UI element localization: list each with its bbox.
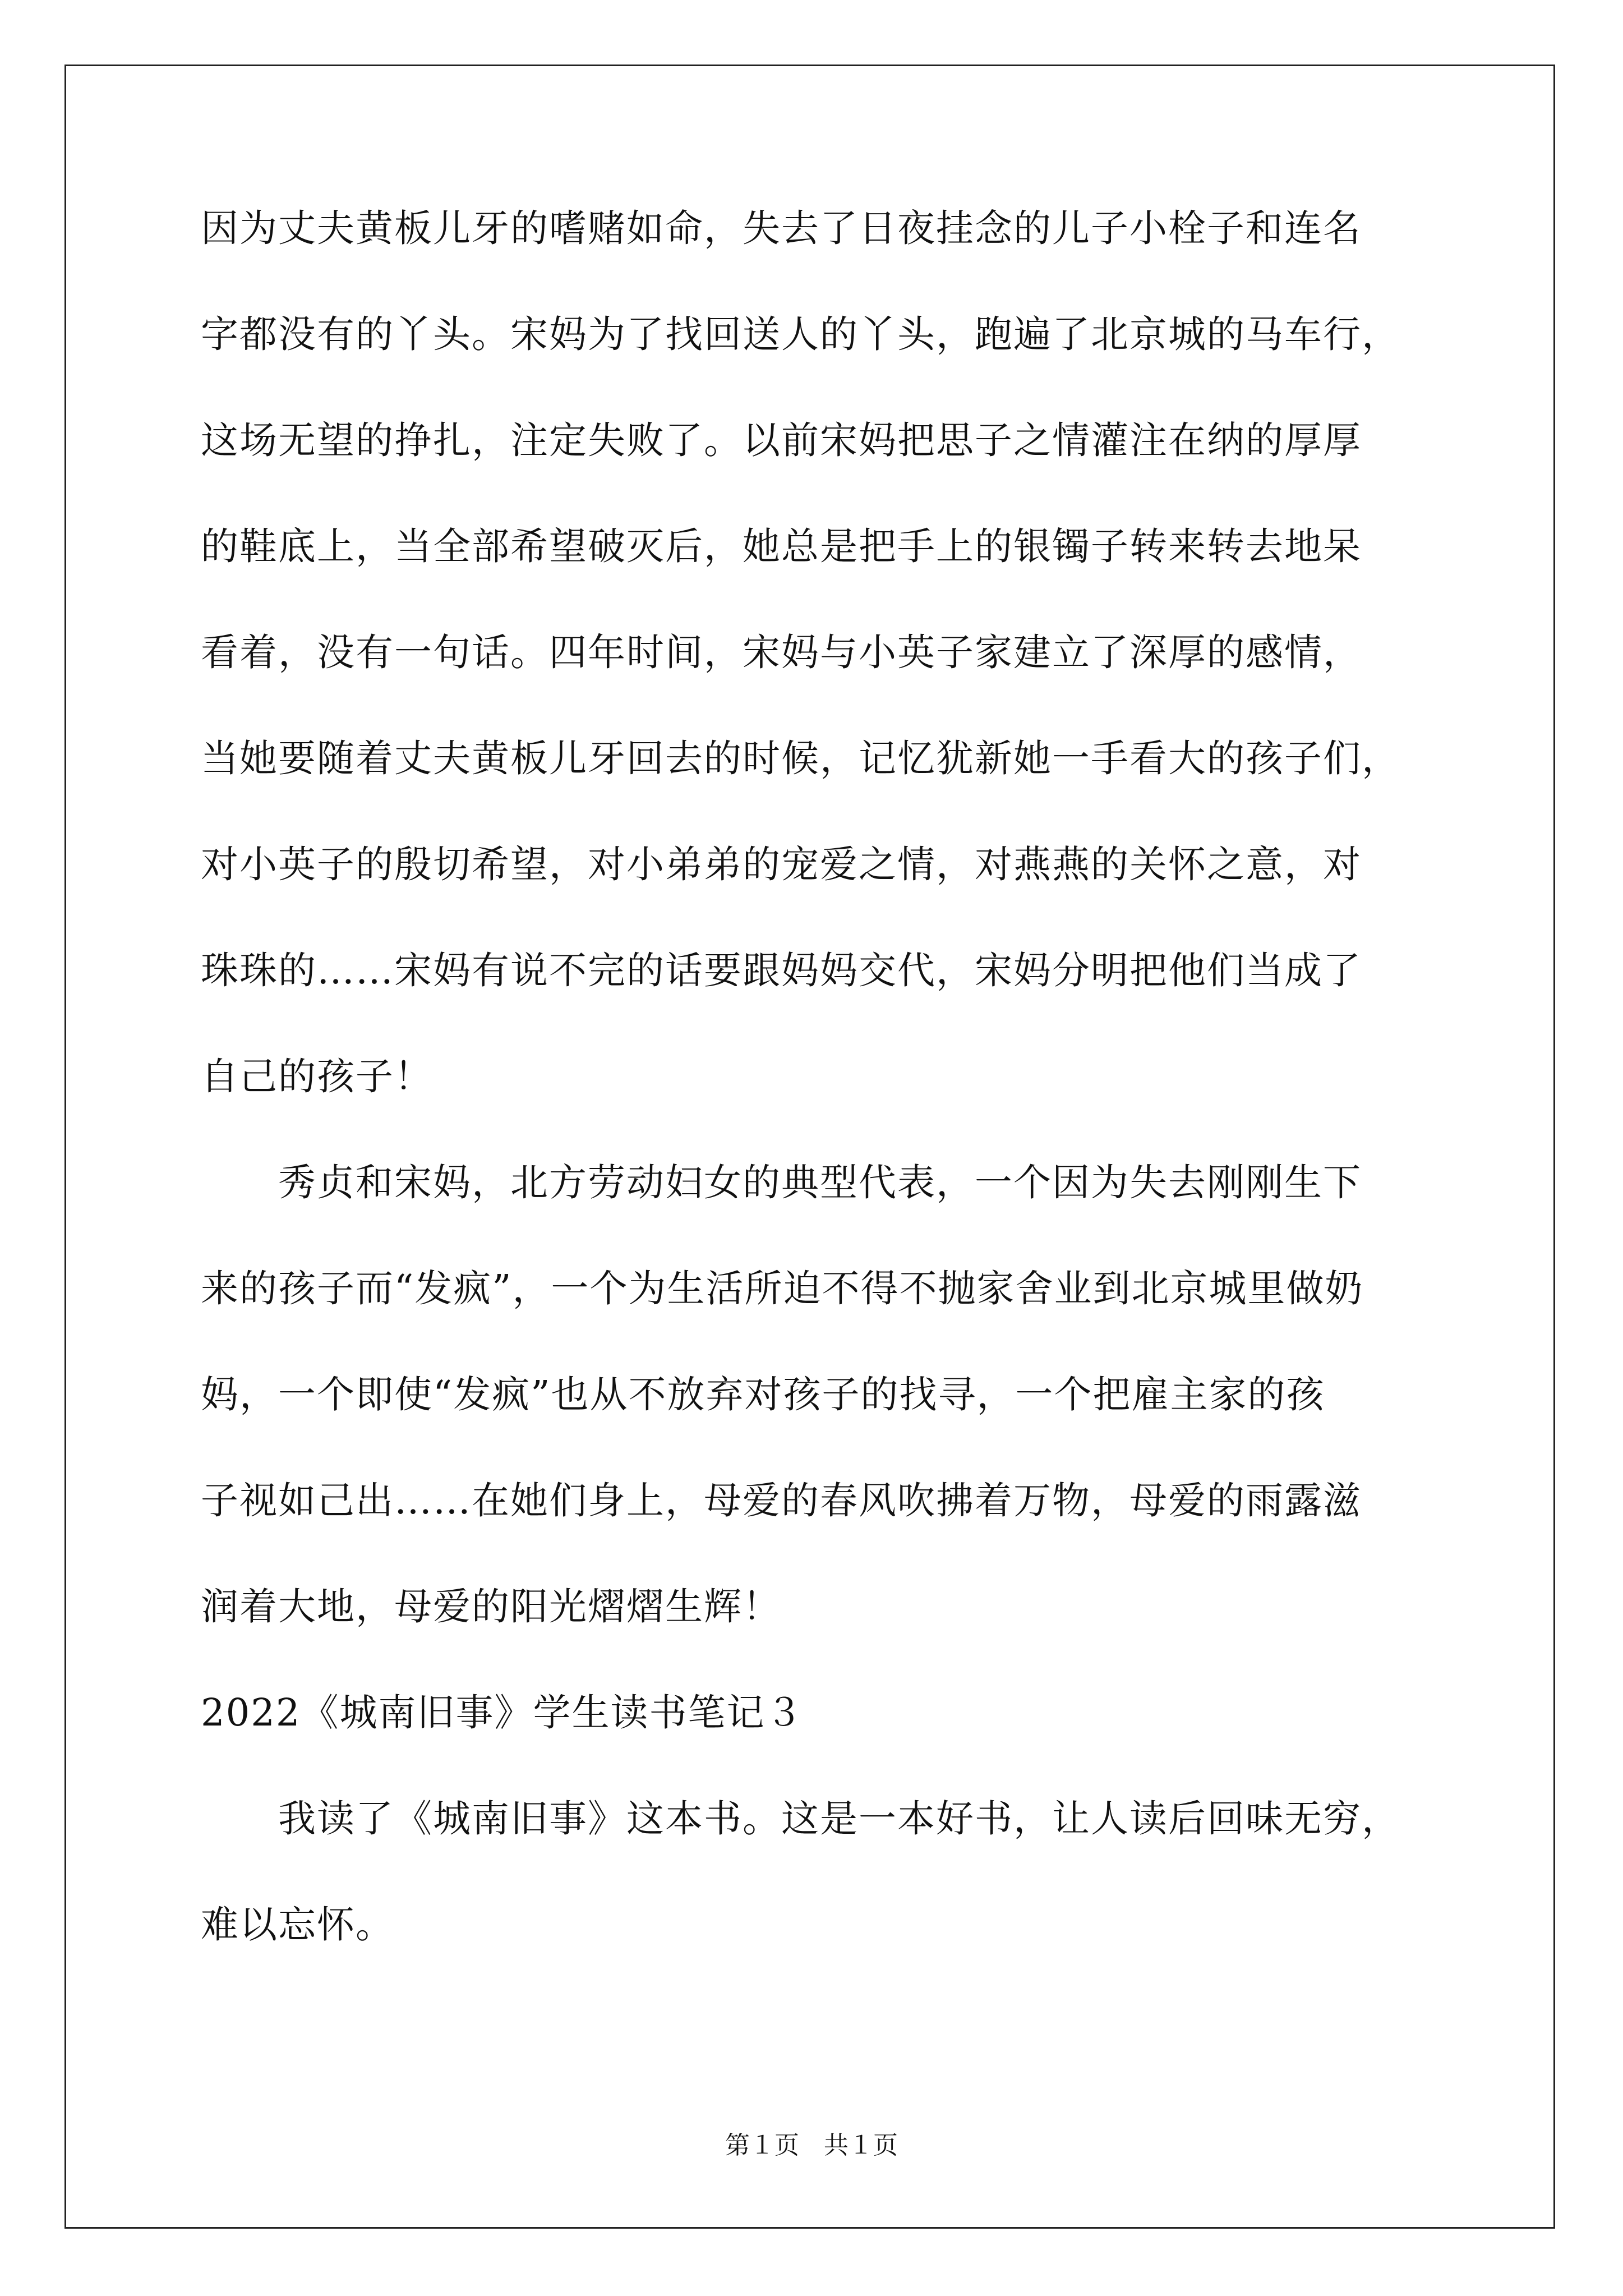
paragraph-start-line: 我读了《城南旧事》这本书。这是一本好书，让人读后回味无穷， xyxy=(201,1797,1400,1841)
text-line: 自己的孩子！ xyxy=(201,1055,433,1098)
text-line: 妈，一个即使“发疯”也从不放弃对孩子的找寻，一个把雇主家的孩 xyxy=(201,1373,1325,1416)
text-line: 来的孩子而“发疯”，一个为生活所迫不得不抛家舍业到北京城里做奶 xyxy=(201,1267,1364,1310)
paragraph-start-line: 秀贞和宋妈，北方劳动妇女的典型代表，一个因为失去刚刚生下 xyxy=(201,1161,1362,1204)
text-line: 看着，没有一句话。四年时间，宋妈与小英子家建立了深厚的感情， xyxy=(201,631,1362,674)
text-line: 子视如己出……在她们身上，母爱的春风吹拂着万物，母爱的雨露滋 xyxy=(201,1479,1362,1522)
page-footer xyxy=(0,2133,1623,2158)
text-line: 因为丈夫黄板儿牙的嗜赌如命，失去了日夜挂念的儿子小栓子和连名 xyxy=(201,206,1362,250)
text-line: 当她要随着丈夫黄板儿牙回去的时候，记忆犹新她一手看大的孩子们， xyxy=(201,737,1400,780)
text-line: 难以忘怀。 xyxy=(201,1903,394,1947)
text-line: 字都没有的丫头。宋妈为了找回送人的丫头，跑遍了北京城的马车行， xyxy=(201,312,1400,356)
page-number-label: 第１页 共１页 xyxy=(725,2131,898,2160)
section-heading: 2022《城南旧事》学生读书笔记３ xyxy=(201,1691,804,1734)
text-line: 对小英子的殷切希望，对小弟弟的宠爱之情，对燕燕的关怀之意，对 xyxy=(201,843,1362,886)
text-line: 珠珠的……宋妈有说不完的话要跟妈妈交代，宋妈分明把他们当成了 xyxy=(201,949,1362,992)
text-line: 这场无望的挣扎，注定失败了。以前宋妈把思子之情灌注在纳的厚厚 xyxy=(201,418,1362,462)
text-line: 的鞋底上，当全部希望破灭后，她总是把手上的银镯子转来转去地呆 xyxy=(201,524,1362,568)
text-line: 润着大地，母爱的阳光熠熠生辉！ xyxy=(201,1585,781,1628)
